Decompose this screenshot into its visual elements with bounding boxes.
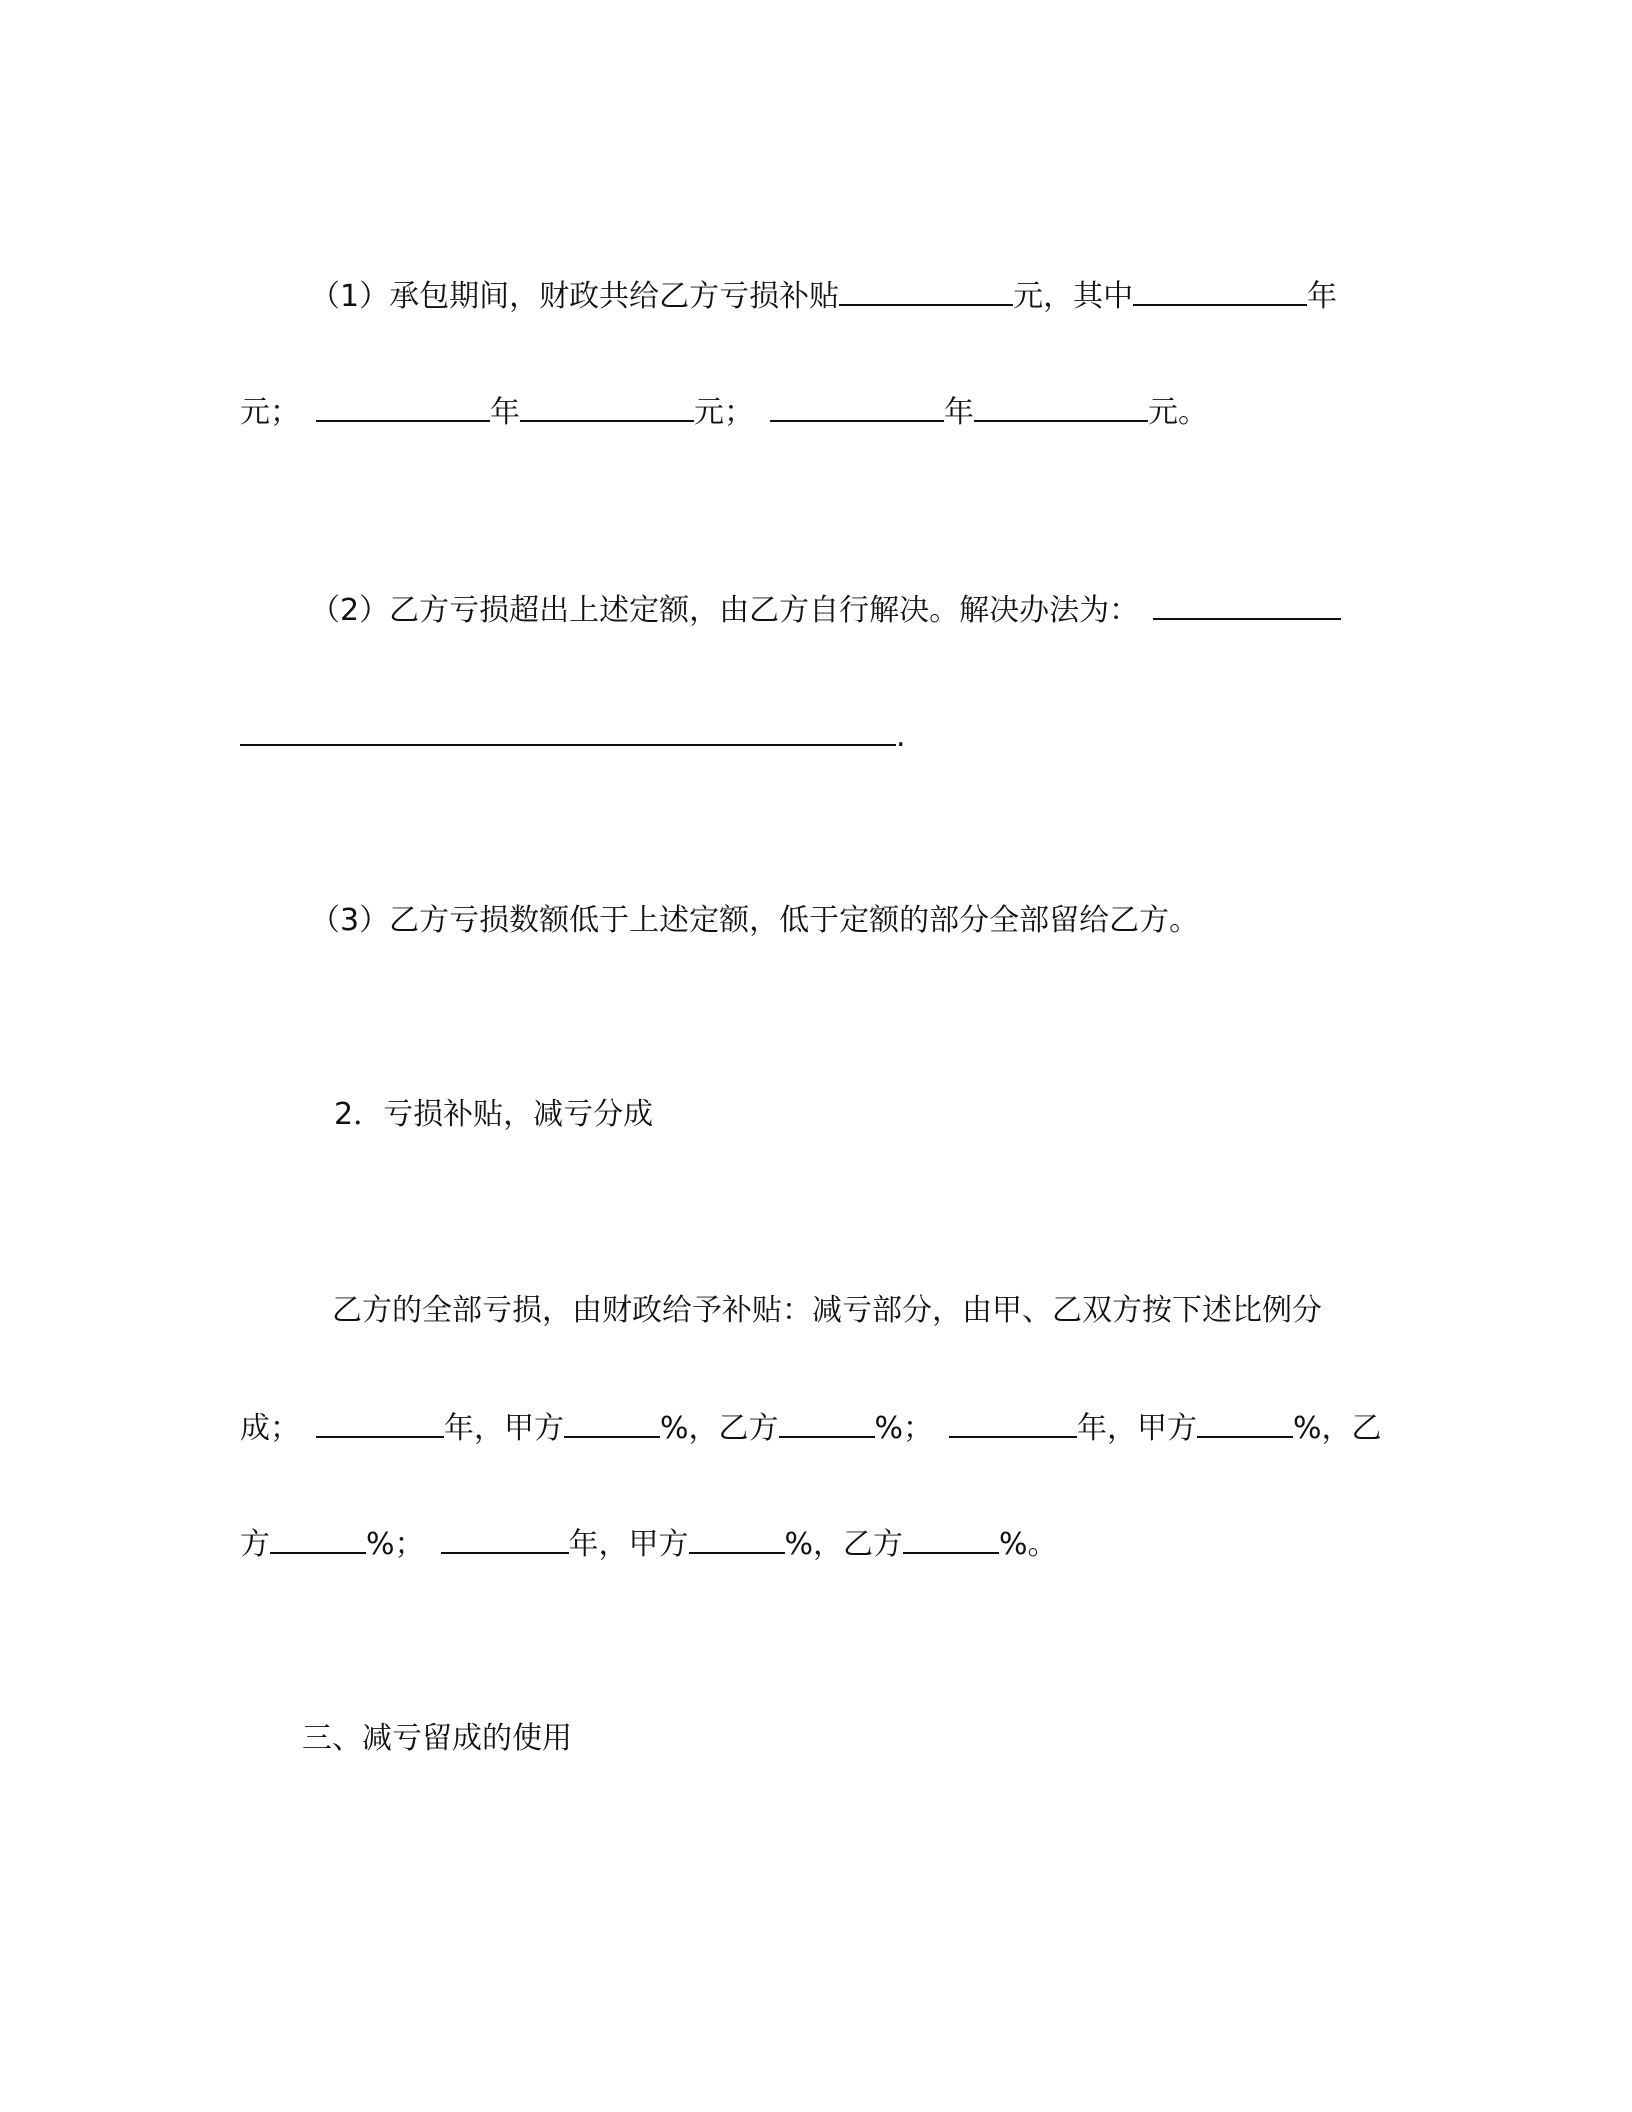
- clause-1-unit-yuan: 元，其中: [1013, 279, 1134, 314]
- party-a-pct-3-blank[interactable]: [689, 1518, 785, 1554]
- amount-2-blank[interactable]: [520, 386, 694, 422]
- solution-blank-1[interactable]: [1153, 584, 1341, 620]
- clause-1-prefix: （1）承包期间，财政共给乙方亏损补贴: [310, 279, 840, 314]
- party-b-pct-1-blank[interactable]: [779, 1402, 875, 1438]
- share-line-1-text: 乙方的全部亏损，由财政给予补贴：减亏部分，由甲、乙双方按下述比例分: [332, 1293, 1322, 1328]
- share-line-1: [332, 1286, 1482, 1336]
- amount-3-blank[interactable]: [974, 386, 1148, 422]
- clause-1-line-2: [240, 386, 1390, 436]
- clause-2-line-2: [240, 710, 1390, 760]
- party-a-pct-2-blank[interactable]: [1197, 1402, 1293, 1438]
- share-l3-s4: %，乙方: [784, 1527, 904, 1562]
- party-b-pct-3-blank[interactable]: [903, 1518, 999, 1554]
- clause-1-line-1: [310, 270, 1460, 320]
- clause-3-text: （3）乙方亏损数额低于上述定额，低于定额的部分全部留给乙方。: [310, 903, 1200, 938]
- clause-3-line: [310, 896, 1460, 946]
- clause-1-l2-s3: 元；: [694, 395, 754, 430]
- share-year-3-blank[interactable]: [441, 1518, 569, 1554]
- share-l2-s2: 年，甲方: [444, 1411, 564, 1446]
- share-l3-s1: 方: [240, 1527, 270, 1562]
- heading-2: [334, 1090, 1484, 1140]
- share-l3-s3: 年，甲方: [568, 1527, 689, 1562]
- share-l2-s6: %，乙: [1293, 1411, 1382, 1446]
- share-l3-s5: %。: [999, 1527, 1058, 1562]
- solution-blank-2[interactable]: [240, 710, 896, 746]
- party-a-pct-1-blank[interactable]: [564, 1402, 660, 1438]
- year-3-blank[interactable]: [770, 386, 944, 422]
- party-b-pct-2-blank[interactable]: [270, 1518, 366, 1554]
- clause-1-l2-s1: 元；: [240, 395, 300, 430]
- subsidy-total-blank[interactable]: [839, 270, 1013, 306]
- clause-1-unit-year: 年: [1307, 279, 1338, 314]
- share-line-2: [240, 1402, 1390, 1452]
- share-l2-s3: %，乙方: [660, 1411, 779, 1446]
- section-3-heading: [302, 1714, 1452, 1764]
- year-1-blank[interactable]: [1133, 270, 1307, 306]
- share-l2-s1: 成；: [240, 1411, 300, 1446]
- share-year-2-blank[interactable]: [949, 1402, 1077, 1438]
- clause-2-line-1: [310, 584, 1460, 634]
- share-l2-s4: %；: [874, 1411, 934, 1446]
- clause-2-end: .: [896, 719, 906, 754]
- share-l3-s2: %；: [366, 1527, 425, 1562]
- clause-1-l2-s4: 年: [944, 395, 974, 430]
- amount-1-blank[interactable]: [316, 386, 490, 422]
- clause-1-l2-s2: 年: [490, 395, 520, 430]
- share-line-3: [240, 1518, 1390, 1568]
- section-3-heading-text: 三、减亏留成的使用: [302, 1721, 572, 1756]
- heading-2-text: 2．亏损补贴，减亏分成: [334, 1097, 654, 1132]
- share-l2-s5: 年，甲方: [1077, 1411, 1198, 1446]
- share-year-1-blank[interactable]: [316, 1402, 444, 1438]
- clause-2-text: （2）乙方亏损超出上述定额，由乙方自行解决。解决办法为：: [310, 593, 1140, 628]
- clause-1-l2-s5: 元。: [1148, 395, 1208, 430]
